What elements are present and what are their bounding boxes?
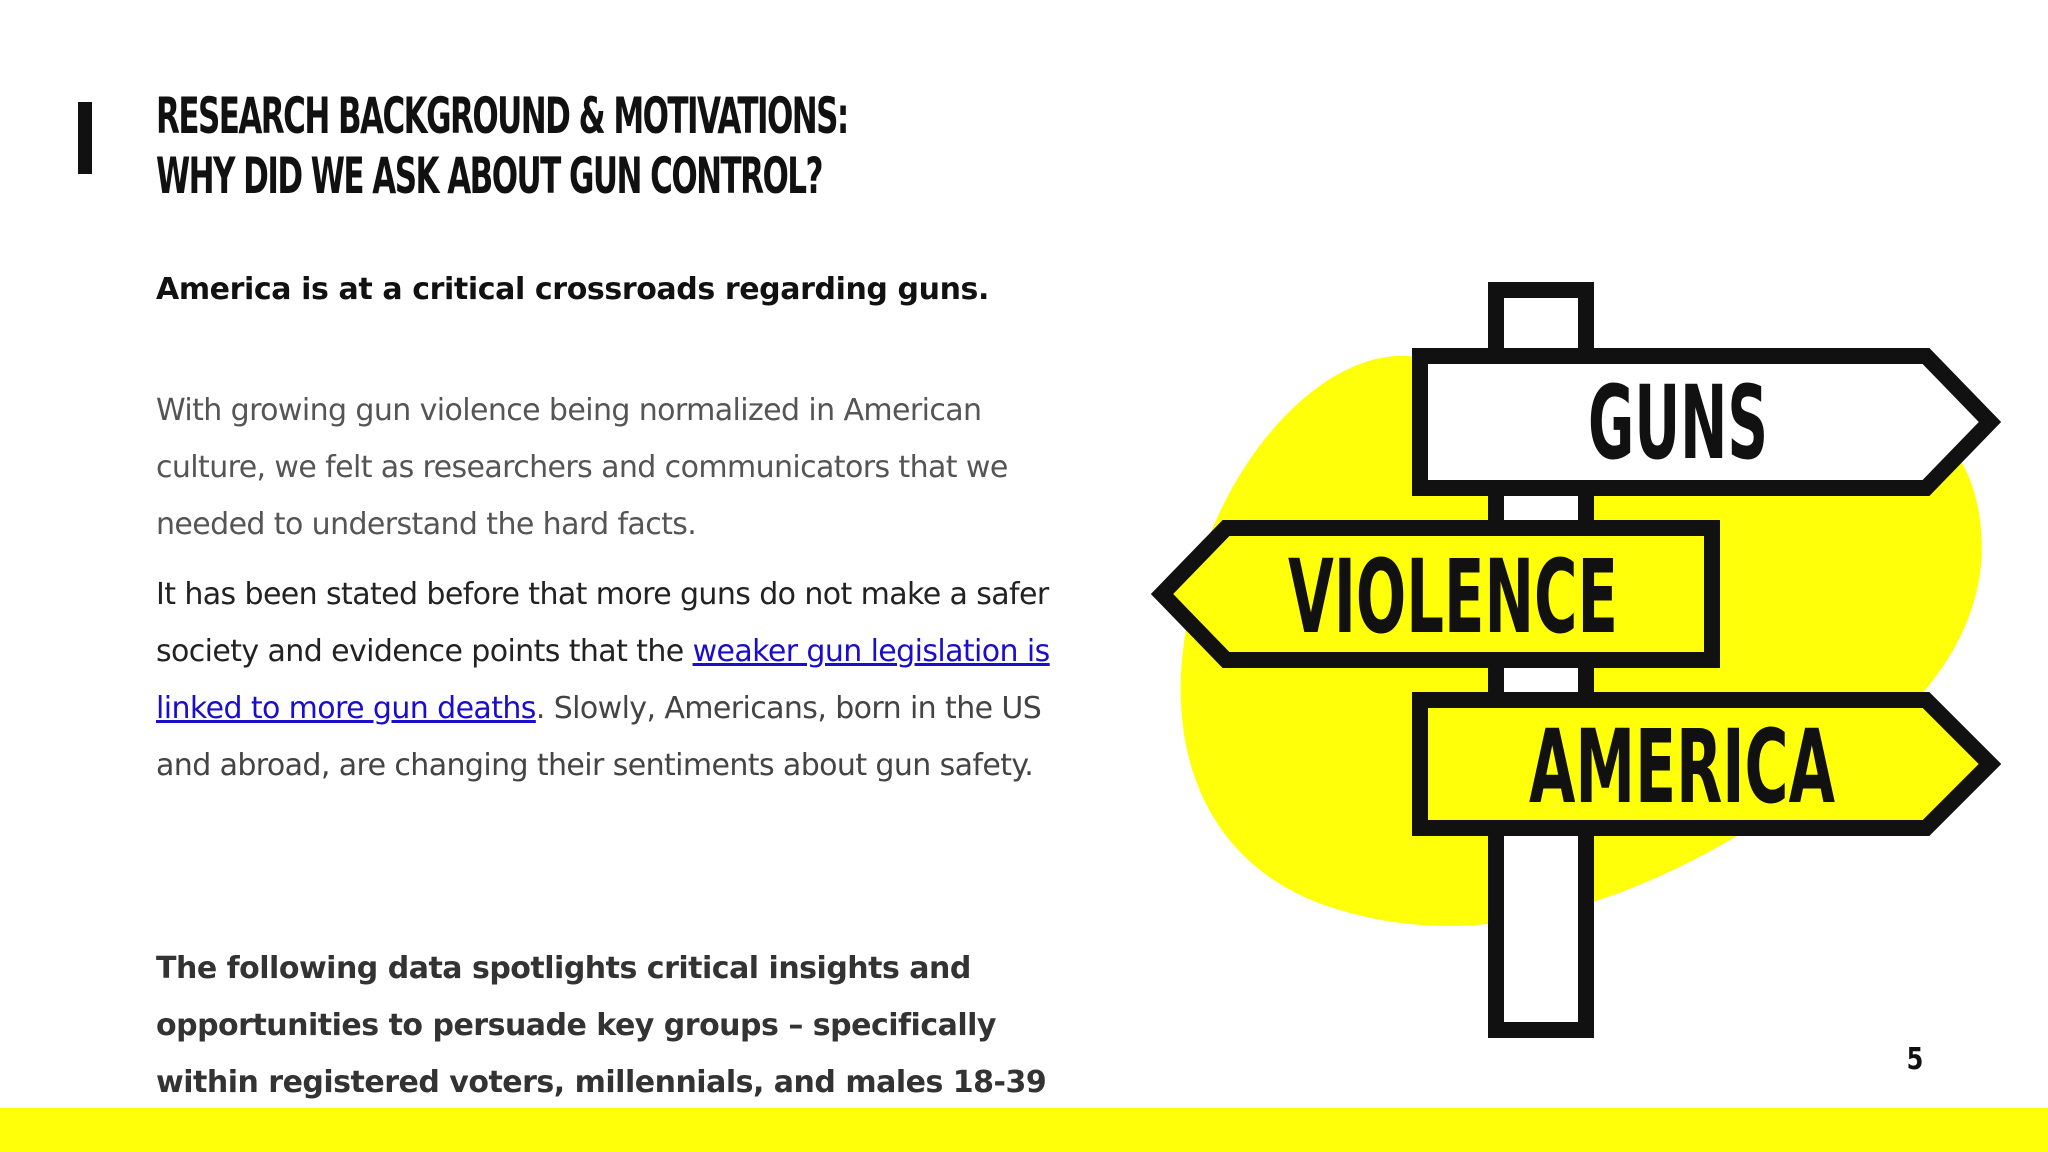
paragraph-2 [156,566,1096,794]
title-line-2: WHY DID WE ASK ABOUT GUN CONTROL? [156,147,822,205]
title-line-1: RESEARCH BACKGROUND & MOTIVATIONS: [156,87,848,145]
paragraph-1: With growing gun violence being normalized in American culture, we felt as researchers and communicators that we needed to understand the hard facts. [156,393,1008,542]
slide-title [156,86,1056,206]
sign-violence-label: VIOLENCE [1288,538,1618,657]
paragraph-2-tail: . Slowly, Americans, born in the US and abroad, are changing their sentiments about gun safety. [156,691,1042,783]
paragraph-2-lead: It has been stated before that more guns do not make a safer society and evidence points that the [156,577,1049,669]
signpost-illustration [1130,270,2030,1050]
title-accent-bar [78,102,92,174]
sign-america-label: AMERICA [1529,708,1836,827]
sign-guns-label: GUNS [1588,364,1768,483]
gun-legislation-link[interactable]: weaker gun legislation is linked to more gun deaths [156,634,1050,726]
page-number: 5 [1906,1042,1924,1077]
bottom-yellow-band [0,1108,2048,1152]
headline-text: America is at a critical crossroads regarding guns. [156,272,989,307]
paragraph-3: The following data spotlights critical insights and opportunities to persuade key groups – specifically within registered voters, millennials, and males 18-39 [156,951,1047,1100]
